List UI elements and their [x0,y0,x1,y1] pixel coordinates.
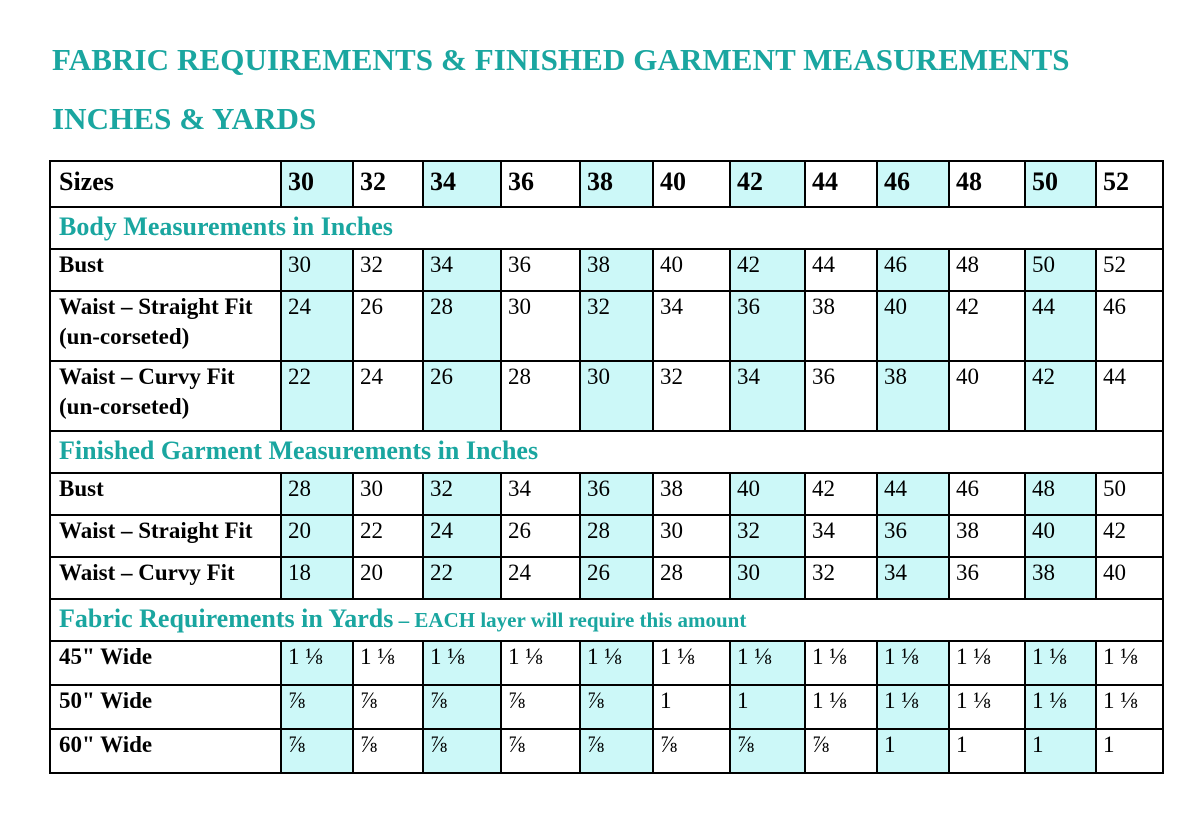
table-cell: 34 [877,557,949,599]
table-cell: 48 [1025,473,1096,515]
table-cell: 48 [949,249,1025,291]
table-cell: 1 ⅛ [501,641,580,685]
table-cell: 46 [949,473,1025,515]
table-cell: 1 ⅛ [653,641,730,685]
table-cell: 32 [653,361,730,431]
table-cell: 24 [281,291,353,361]
finished-garment-section-title [50,431,1163,473]
table-cell: 38 [949,515,1025,557]
table-cell: 36 [805,361,877,431]
size-header-cell: 36 [501,161,580,207]
size-chart-table [49,160,1164,774]
row-label: Bust [50,473,281,515]
table-cell: 38 [580,249,653,291]
table-cell: ⅞ [653,729,730,773]
table-cell: 34 [805,515,877,557]
table-cell: 36 [580,473,653,515]
table-cell: 28 [281,473,353,515]
table-cell: 30 [580,361,653,431]
table-cell: 20 [281,515,353,557]
row-label: Waist – Curvy Fit [50,557,281,599]
table-cell: 34 [423,249,501,291]
table-cell: 38 [1025,557,1096,599]
table-row [50,685,1163,729]
table-cell: 32 [423,473,501,515]
table-cell: 36 [730,291,805,361]
table-cell: 28 [423,291,501,361]
finished-garment-section-title-text: Finished Garment Measurements in Inches [59,436,539,465]
row-label: 60" Wide [50,729,281,773]
table-cell: 40 [653,249,730,291]
table-cell: 36 [949,557,1025,599]
table-cell: 40 [730,473,805,515]
table-cell: ⅞ [501,729,580,773]
row-label: Waist – Straight Fit (un-corseted) [50,291,281,361]
size-header-cell: 38 [580,161,653,207]
table-cell: 52 [1096,249,1163,291]
table-cell: ⅞ [580,729,653,773]
table-cell: ⅞ [353,729,423,773]
table-cell: 38 [877,361,949,431]
table-cell: ⅞ [281,685,353,729]
size-header-cell: 52 [1096,161,1163,207]
row-label: Bust [50,249,281,291]
table-cell: 38 [805,291,877,361]
table-cell: 26 [501,515,580,557]
table-cell: 30 [730,557,805,599]
body-measurements-section-title-text: Body Measurements in Inches [59,212,393,241]
body-measurements-section-row [50,207,1163,249]
table-cell: 1 ⅛ [949,685,1025,729]
table-cell: 40 [877,291,949,361]
table-cell: 1 [1096,729,1163,773]
finished-garment-section-row [50,431,1163,473]
table-cell: 1 ⅛ [1096,641,1163,685]
table-cell: 26 [423,361,501,431]
table-cell: ⅞ [501,685,580,729]
size-header-cell: 48 [949,161,1025,207]
table-cell: 24 [423,515,501,557]
size-header-cell: 50 [1025,161,1096,207]
table-cell: ⅞ [730,729,805,773]
table-cell: ⅞ [281,729,353,773]
table-cell: 42 [949,291,1025,361]
table-cell: 1 [1025,729,1096,773]
table-cell: 46 [877,249,949,291]
table-cell: 28 [653,557,730,599]
table-cell: 1 ⅛ [353,641,423,685]
table-cell: 36 [877,515,949,557]
table-cell: 24 [501,557,580,599]
table-cell: 1 ⅛ [1025,641,1096,685]
table-cell: 1 [730,685,805,729]
table-cell: 1 ⅛ [877,685,949,729]
table-cell: 18 [281,557,353,599]
size-header-cell: 42 [730,161,805,207]
table-cell: 20 [353,557,423,599]
table-cell: 1 ⅛ [423,641,501,685]
size-header-cell: 40 [653,161,730,207]
size-header-cell: 34 [423,161,501,207]
table-row [50,515,1163,557]
table-cell: 30 [353,473,423,515]
header-label: Sizes [50,161,281,207]
table-row [50,641,1163,685]
table-cell: 44 [877,473,949,515]
table-cell: 30 [281,249,353,291]
table-row [50,557,1163,599]
table-cell: 44 [805,249,877,291]
table-cell: 22 [281,361,353,431]
table-cell: 1 ⅛ [1096,685,1163,729]
table-row [50,361,1163,431]
table-cell: 1 [877,729,949,773]
row-label: 50" Wide [50,685,281,729]
table-cell: 1 ⅛ [580,641,653,685]
table-cell: 1 [653,685,730,729]
table-cell: ⅞ [353,685,423,729]
table-cell: 32 [805,557,877,599]
table-cell: 32 [730,515,805,557]
table-cell: ⅞ [580,685,653,729]
table-cell: 42 [805,473,877,515]
table-cell: 34 [501,473,580,515]
size-header-cell: 30 [281,161,353,207]
size-header-cell: 44 [805,161,877,207]
table-cell: 42 [730,249,805,291]
table-cell: 36 [501,249,580,291]
table-cell: ⅞ [805,729,877,773]
table-cell: 1 [949,729,1025,773]
table-row [50,473,1163,515]
table-cell: 26 [353,291,423,361]
table-cell: 32 [580,291,653,361]
table-cell: 40 [1096,557,1163,599]
page-subtitle: INCHES & YARDS [52,101,317,136]
table-cell: 38 [653,473,730,515]
table-row [50,291,1163,361]
table-cell: 1 ⅛ [877,641,949,685]
fabric-requirements-section-row [50,599,1163,641]
table-cell: 44 [1096,361,1163,431]
table-cell: 32 [353,249,423,291]
table-cell: 28 [580,515,653,557]
table-cell: 28 [501,361,580,431]
table-cell: 40 [1025,515,1096,557]
table-cell: 34 [730,361,805,431]
row-label: 45" Wide [50,641,281,685]
table-cell: 1 ⅛ [1025,685,1096,729]
table-cell: 22 [353,515,423,557]
page-title: FABRIC REQUIREMENTS & FINISHED GARMENT MEASUREMENTS [52,42,1070,77]
table-cell: 42 [1096,515,1163,557]
table-cell: 34 [653,291,730,361]
table-cell: 22 [423,557,501,599]
table-header-row [50,161,1163,207]
table-cell: 26 [580,557,653,599]
table-cell: 1 ⅛ [281,641,353,685]
fabric-requirements-section-title [50,599,1163,641]
table-cell: ⅞ [423,729,501,773]
table-cell: 30 [501,291,580,361]
fabric-requirements-section-note: – EACH layer will require this amount [393,608,747,632]
row-label: Waist – Straight Fit [50,515,281,557]
table-row [50,249,1163,291]
table-cell: 30 [653,515,730,557]
table-cell: 40 [949,361,1025,431]
table-cell: 1 ⅛ [730,641,805,685]
table-cell: ⅞ [423,685,501,729]
table-row [50,729,1163,773]
table-cell: 1 ⅛ [805,641,877,685]
size-header-cell: 46 [877,161,949,207]
body-measurements-section-title [50,207,1163,249]
table-cell: 1 ⅛ [949,641,1025,685]
size-header-cell: 32 [353,161,423,207]
row-label: Waist – Curvy Fit (un-corseted) [50,361,281,431]
table-cell: 50 [1025,249,1096,291]
table-cell: 1 ⅛ [805,685,877,729]
table-cell: 42 [1025,361,1096,431]
fabric-requirements-section-title-text: Fabric Requirements in Yards [59,604,394,633]
table-cell: 46 [1096,291,1163,361]
table-cell: 24 [353,361,423,431]
table-cell: 50 [1096,473,1163,515]
table-cell: 44 [1025,291,1096,361]
